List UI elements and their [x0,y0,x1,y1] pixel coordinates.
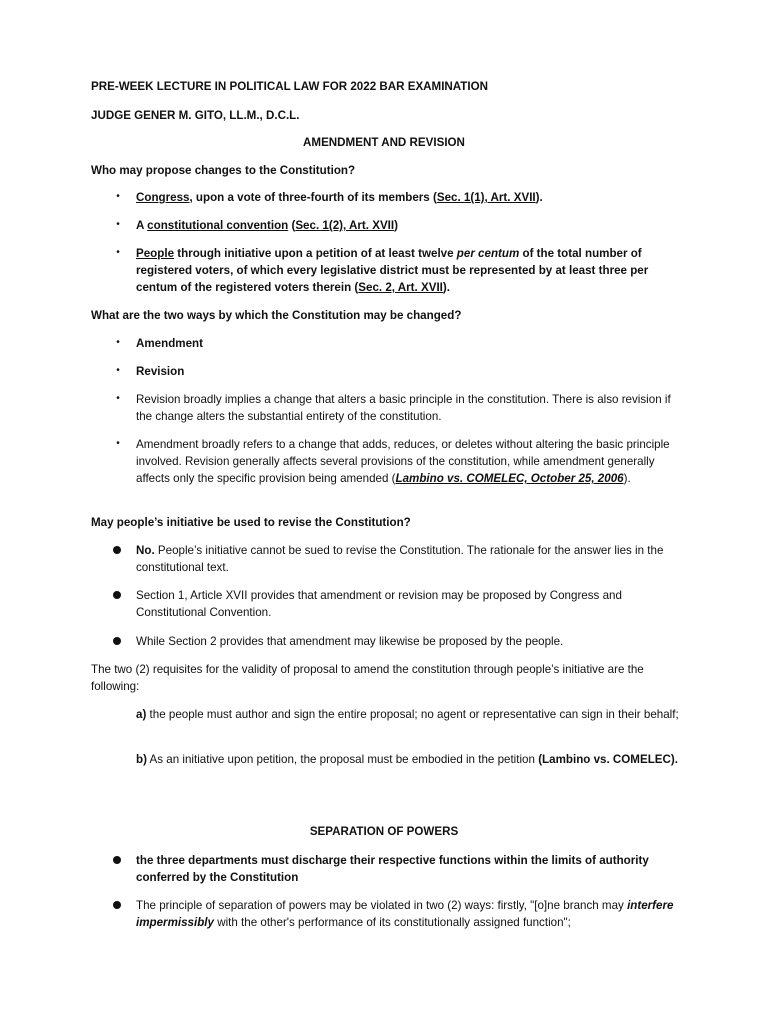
text: ). [623,472,631,485]
bullet-icon: • [116,337,120,348]
section-heading-separation: SEPARATION OF POWERS [309,825,459,838]
bullet-icon: • [116,219,120,230]
question-1: Who may propose changes to the Constitution? [91,164,356,177]
list-item-convention [136,217,684,234]
document-author: JUDGE GENER M. GITO, LL.M., D.C.L. [91,109,300,122]
text: of the total number of registered voters, of which every legislative district must be represented by at least three per centum of the registered voters therein ( [136,247,649,294]
bullet-icon: • [116,247,120,258]
text: The principle of separation of powers may be violated in two (2) ways: firstly, "[o]ne branch may [136,899,628,912]
bullet-icon [112,900,123,911]
text: ( [288,219,296,232]
text: A [136,219,148,232]
paragraph-requisites: The two (2) requisites for the validity of proposal to amend the constitution through people’s initiative are the following: [91,663,644,693]
list-item-section-2: While Section 2 provides that amendment may likewise be proposed by the people. [136,635,564,648]
text: ) [394,219,398,232]
bullet-icon [112,590,123,601]
bullet-icon [112,636,123,647]
list-item-initiative-no [136,542,684,576]
label-a: a) [136,708,147,721]
document-title: PRE-WEEK LECTURE IN POLITICAL LAW FOR 2022 BAR EXAMINATION [91,80,489,93]
text: with the other's performance of its constitutionally assigned function"; [213,916,571,929]
bullet-icon [112,855,123,866]
citation: Sec. 2, Art. XVII [358,281,443,294]
question-2: What are the two ways by which the Constitution may be changed? [91,309,462,322]
list-item-separation-violation [136,897,684,931]
list-item-revision-definition: Revision broadly implies a change that alters a basic principle in the constitution. There is also revision if the change alters the substantial entirety of the constitution. [136,393,671,423]
list-item-three-departments: the three departments must discharge their respective functions within the limits of authority conferred by the Constitution [136,854,649,884]
term-people: People [136,247,175,260]
text: ). [535,191,543,204]
text: As an initiative upon petition, the proposal must be embodied in the petition [146,753,539,766]
text: People’s initiative cannot be sued to revise the Constitution. The rationale for the answer lies in the constitutional text. [136,544,664,574]
text: ). [442,281,450,294]
list-item-amendment-definition [136,436,684,487]
bullet-icon: • [116,365,120,376]
list-item-congress [136,189,684,206]
term-congress: Congress [136,191,190,204]
term-per-centum: per centum [456,247,520,260]
requisite-a [136,706,692,723]
bullet-icon: • [116,393,120,404]
term-convention: constitutional convention [147,219,289,232]
section-heading-amendment: AMENDMENT AND REVISION [303,136,465,149]
requisite-b [136,751,692,768]
citation-lambino: (Lambino vs. COMELEC). [538,753,678,766]
list-item-people [136,245,684,296]
bullet-icon: • [116,191,120,202]
citation: Sec. 1(1), Art. XVII [436,191,536,204]
list-item-revision: Revision [136,365,185,378]
list-item-section-1: Section 1, Article XVII provides that amendment or revision may be proposed by Congress and Constitutional Convention. [136,589,622,619]
list-item-amendment: Amendment [136,337,203,350]
answer-no: No. [136,544,155,557]
text: through initiative upon a petition of at least twelve [174,247,457,260]
question-3: May people’s initiative be used to revise the Constitution? [91,516,411,529]
text: Amendment broadly refers to a change that adds, reduces, or deletes without altering the basic principle involved. Revision generally affects several provisions of the constitution, while amendment generally affects only the specific provision being amended ( [136,438,670,485]
bullet-icon [112,545,123,556]
citation-lambino: Lambino vs. COMELEC, October 25, 2006 [395,472,624,485]
text: , upon a vote of three-fourth of its members ( [189,191,437,204]
bullet-icon: • [116,438,120,449]
term-interfere: interfere impermissibly [136,899,674,929]
label-b: b) [136,753,147,766]
citation: Sec. 1(2), Art. XVII [295,219,395,232]
text: the people must author and sign the entire proposal; no agent or representative can sign in their behalf; [146,708,679,721]
